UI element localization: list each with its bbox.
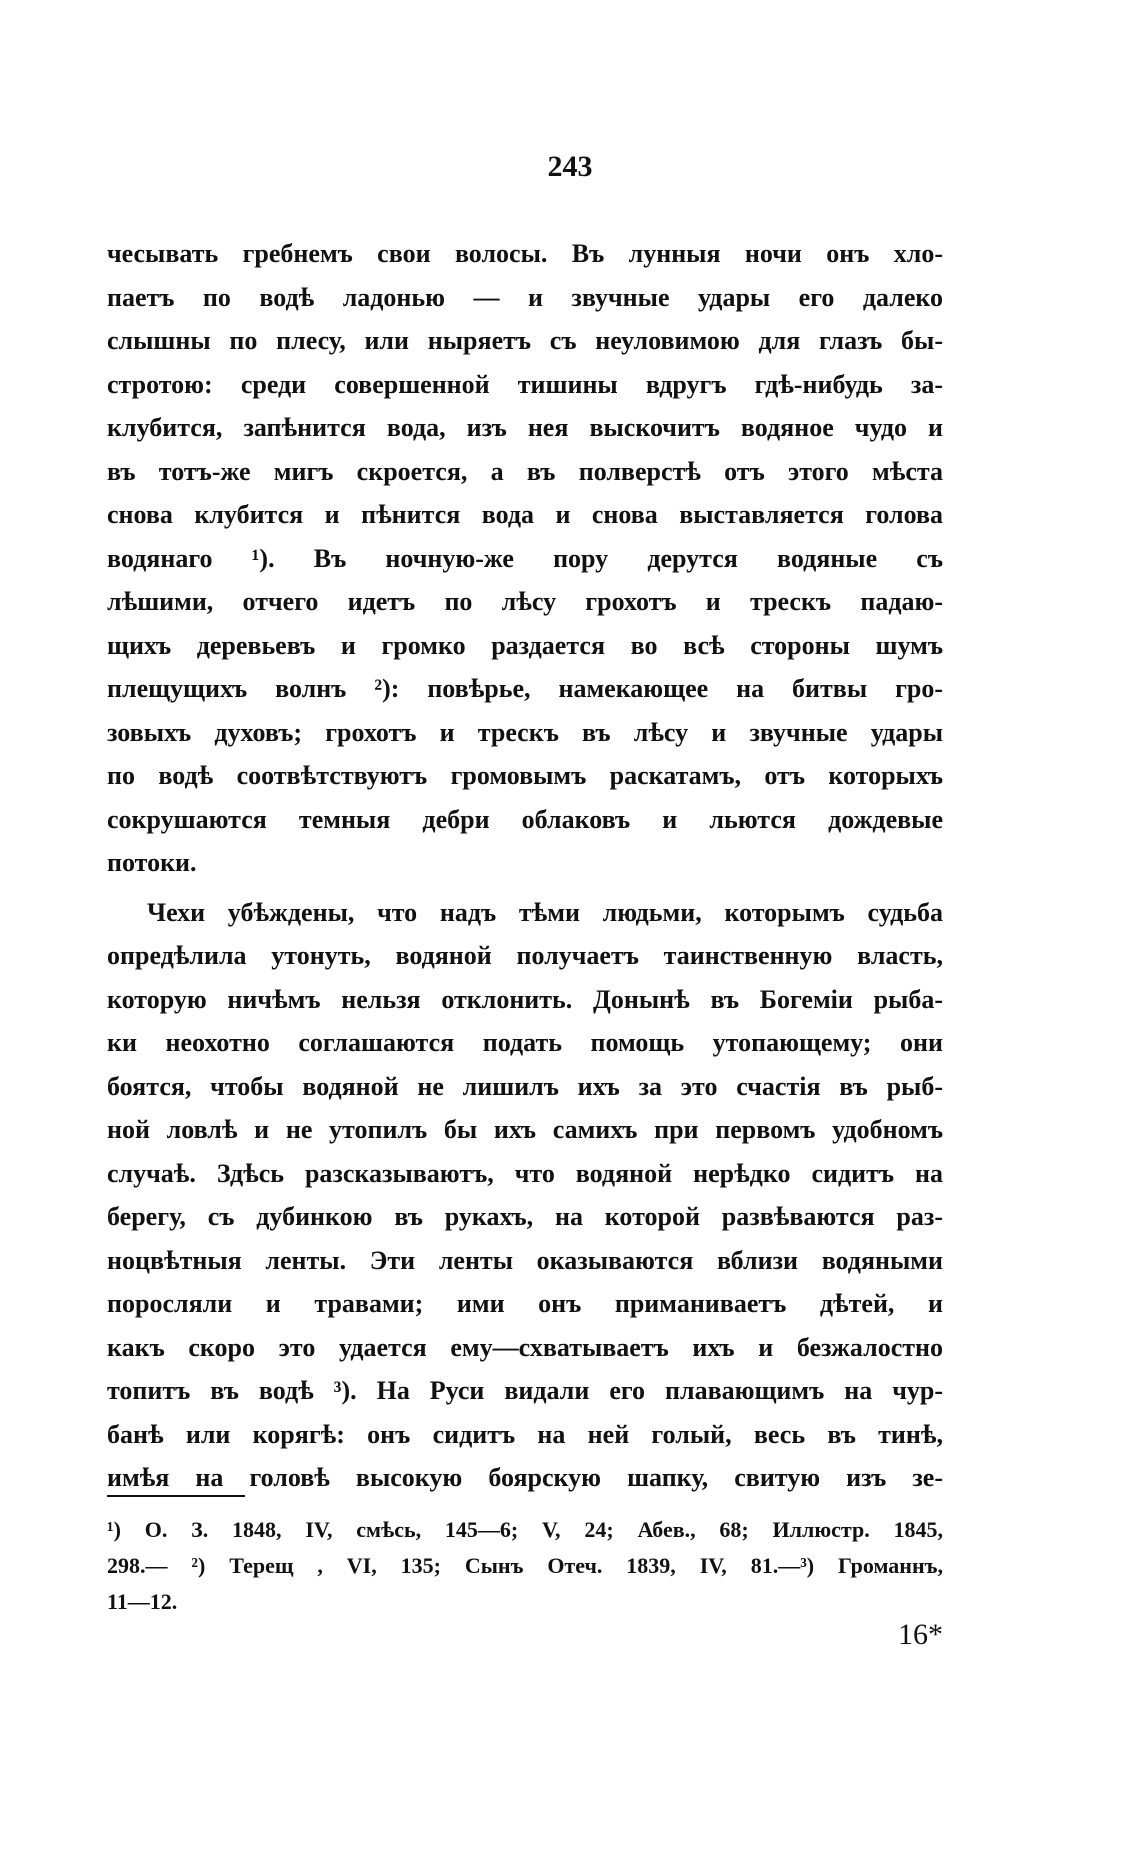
text-line: слышны по плесу, или ныряетъ съ неуловимою для глазъ бы-	[107, 326, 943, 355]
text-line: какъ скоро это удается ему—схватываетъ ихъ и безжалостно	[107, 1332, 943, 1362]
text-line: лѣшими, отчего идетъ по лѣсу грохотъ и трескъ падаю-	[107, 587, 943, 616]
text-line: которую ничѣмъ нельзя отклонить. Донынѣ въ Богеміи рыба-	[107, 984, 943, 1014]
text-line: имѣя на головѣ высокую боярскую шапку, свитую изъ зе-	[107, 1463, 943, 1492]
footnote-line: ¹) О. З. 1848, IV, смѣсь, 145—6; V, 24; Абев., 68; Иллюстр. 1845,	[107, 1517, 943, 1542]
text-line: берегу, съ дубинкою въ рукахъ, на которой развѣваются раз-	[107, 1202, 943, 1231]
text-line: клубится, запѣнится вода, изъ нея выскочитъ водяное чудо и	[107, 413, 943, 442]
text-line: поросляли и травами; ими онъ приманиваетъ дѣтей, и	[107, 1289, 943, 1318]
footnote-line: 11—12.	[107, 1589, 178, 1614]
footnote-rule	[107, 1495, 245, 1497]
text-line: банѣ или корягѣ: онъ сидитъ на ней голый, весь въ тинѣ,	[107, 1419, 943, 1449]
text-line: потоки.	[107, 848, 197, 877]
footnotes	[107, 1512, 943, 1620]
text-line: боятся, чтобы водяной не лишилъ ихъ за это счастія въ рыб-	[107, 1071, 943, 1101]
body-text	[107, 232, 943, 1500]
text-line: зовыхъ духовъ; грохотъ и трескъ въ лѣсу и звучные удары	[107, 717, 943, 747]
text-line: плещущихъ волнъ ²): повѣрье, намекающее на битвы гро-	[107, 674, 943, 703]
footnote-line: 298.— ²) Терещ , VI, 135; Сынъ Отеч. 1839, IV, 81.—³) Громаннъ,	[107, 1553, 943, 1578]
text-line: топитъ въ водѣ ³). На Руси видали его плавающимъ на чур-	[107, 1376, 943, 1405]
text-line: ки неохотно соглашаются подать помощь утопающему; они	[107, 1028, 943, 1057]
text-line: случаѣ. Здѣсь разсказываютъ, что водяной нерѣдко сидитъ на	[107, 1158, 943, 1188]
text-line: сокрушаются темныя дебри облаковъ и льются дождевые	[107, 804, 943, 834]
signature-mark: 16*	[898, 1618, 943, 1651]
text-line: ной ловлѣ и не утопилъ бы ихъ самихъ при первомъ удобномъ	[107, 1115, 943, 1144]
text-line: по водѣ соотвѣтствуютъ громовымъ раскатамъ, отъ которыхъ	[107, 761, 943, 790]
text-line: водянаго ¹). Въ ночную-же пору дерутся водяные съ	[107, 543, 943, 573]
text-line: стротою: среди совершенной тишины вдругъ гдѣ-нибудь за-	[107, 369, 943, 399]
text-line: чесывать гребнемъ свои волосы. Въ лунныя ночи онъ хло-	[107, 239, 943, 268]
text-line: опредѣлила утонуть, водяной получаетъ таинственную власть,	[107, 941, 943, 970]
text-line: паетъ по водѣ ладонью — и звучные удары его далеко	[107, 282, 943, 312]
text-line: снова клубится и пѣнится вода и снова выставляется голова	[107, 500, 943, 529]
text-line: щихъ деревьевъ и громко раздается во всѣ стороны шумъ	[107, 630, 943, 660]
text-line: ноцвѣтныя ленты. Эти ленты оказываются вблизи водяными	[107, 1245, 943, 1275]
text-line: въ тотъ-же мигъ скроется, а въ полверстѣ отъ этого мѣста	[107, 456, 943, 486]
page-number: 243	[547, 150, 593, 183]
text-line: Чехи убѣждены, что надъ тѣми людьми, которымъ судьба	[147, 897, 943, 927]
